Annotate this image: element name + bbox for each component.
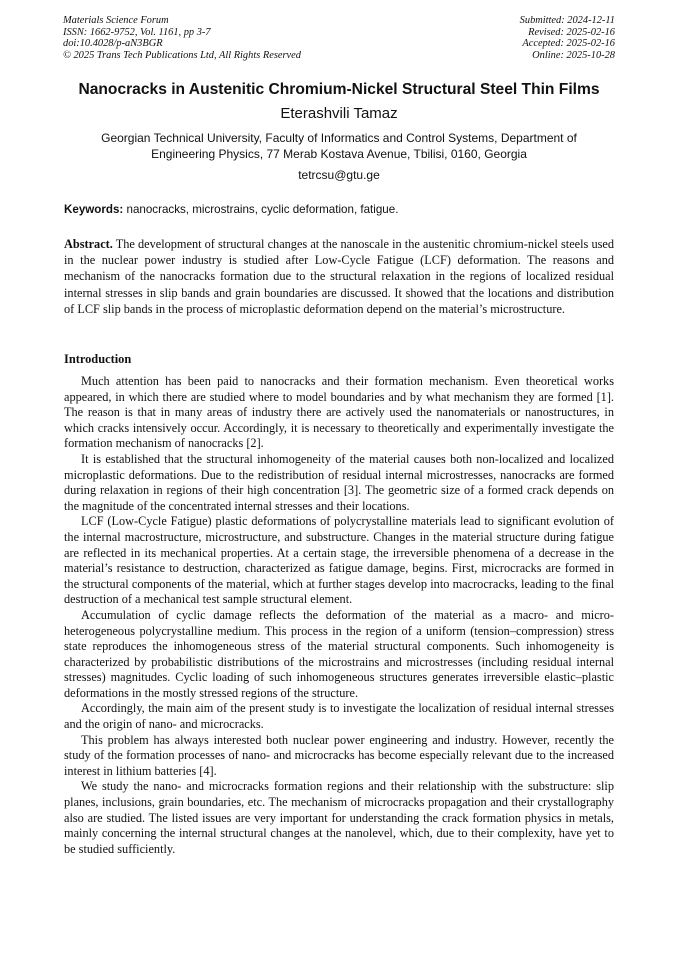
paragraph: Accordingly, the main aim of the present study is to investigate the localization of residual internal stresses and the origin of nano- and microcracks. bbox=[64, 701, 614, 732]
abstract-text: The development of structural changes at the nanoscale in the austenitic chromium-nickel steels used in the nuclear power industry is studied after Low-Cycle Fatigue (LCF) deformation. The reasons and mechanism of the nanocracks formation due to the structural relaxation in the regions of localized residual internal stresses in slip bands and grain boundaries are discussed. It showed that the locations and distribution of LCF slip bands in the process of microplastic deformation depend on the material’s microstructure. bbox=[64, 237, 614, 316]
paragraph: We study the nano- and microcracks formation regions and their relationship with the substructure: slip planes, inclusions, grain boundaries, etc. The mechanism of microcracks propagation and their crystallography also are studied. The listed issues are very important for understanding the crack formation physics in metals, mainly concerning the internal structural changes at the nanolevel, which, due to their complexity, have yet to be studied sufficiently. bbox=[64, 779, 614, 856]
accepted-date: Accepted: 2025-02-16 bbox=[522, 38, 615, 50]
issn-volume: ISSN: 1662-9752, Vol. 1161, pp 3-7 bbox=[63, 26, 211, 38]
abstract-label: Abstract. bbox=[64, 237, 113, 251]
author-name: Eterashvili Tamaz bbox=[280, 105, 398, 122]
paragraph: Much attention has been paid to nanocracks and their formation mechanism. Even theoretical works appeared, in which there are studied where to model boundaries and by what mechanism they are formed [1]. The reason is that in many areas of industry there are actively used the nanomaterials or nanostructures, in which cracks intensively occur. Accordingly, it is necessary to theoretically and experimentally investigate the formation mechanism of nanocracks [2]. bbox=[64, 374, 614, 451]
paper-title: Nanocracks in Austenitic Chromium-Nickel Structural Steel Thin Films bbox=[78, 81, 600, 98]
paragraph: LCF (Low-Cycle Fatigue) plastic deformations of polycrystalline materials lead to significant evolution of the internal macrostructure, microstructure, and substructure. Changes in the material structure during fatigue are reflected in its mechanical properties. At a certain stage, the irreversible phenomena of a decrease in the material’s resistance to destruction, characterized as fatigue damage, begins. First, microcracks are formed in the structural components of the material, which at further stages develop into macrocracks, leading to the final destruction of a mechanical test sample structural element. bbox=[64, 514, 614, 607]
journal-name: Materials Science Forum bbox=[63, 15, 169, 26]
copyright: © 2025 Trans Tech Publications Ltd, All Rights Reserved bbox=[63, 49, 301, 61]
introduction-body bbox=[64, 374, 614, 857]
paragraph: Accumulation of cyclic damage reflects the deformation of the material as a macro- and micro-heterogeneous polycrystalline medium. This process in the region of a uniform (tension–compression) stress state reproduces the inhomogeneous stress of the material structural components. Such inhomogeneity is characterized by probabilistic distributions of the microstrains and microstresses (including residual internal stresses) magnitudes. Cyclic loading of such inhomogeneous structures generates irreversible elastic–plastic deformations in the mostly stressed regions of the structure. bbox=[64, 607, 614, 700]
doi: doi:10.4028/p-aN3BGR bbox=[63, 38, 163, 50]
keywords bbox=[64, 202, 616, 218]
abstract bbox=[64, 236, 614, 317]
journal-info bbox=[63, 15, 301, 61]
paragraph: It is established that the structural inhomogeneity of the material causes both non-localized and localized microplastic deformations. Due to the redistribution of residual internal microstresses, nanocracks are formed during relaxation in regions of their high concentration [3]. The geometric size of a formed crack depends on the magnitude of the concentrated internal stresses and their locations. bbox=[64, 451, 614, 513]
keywords-label: Keywords: bbox=[64, 203, 124, 216]
submitted-date: Submitted: 2024-12-11 bbox=[519, 15, 615, 26]
author-email: tetrcsu@gtu.ge bbox=[298, 168, 380, 182]
publication-dates bbox=[520, 15, 615, 61]
paragraph: This problem has always interested both nuclear power engineering and industry. However, recently the study of the formation processes of nano- and microcracks has become especially relevant due to the increased interest in lithium batteries [4]. bbox=[64, 732, 614, 778]
online-date: Online: 2025-10-28 bbox=[532, 49, 615, 61]
keywords-text: nanocracks, microstrains, cyclic deformation, fatigue. bbox=[123, 203, 399, 216]
revised-date: Revised: 2025-02-16 bbox=[528, 26, 615, 38]
introduction-heading: Introduction bbox=[64, 352, 132, 366]
author-affiliation: Georgian Technical University, Faculty of Informatics and Control Systems, Department of Engineering Physics, 77 Merab Kostava Avenue, Tbilisi, 0160, Georgia bbox=[101, 131, 577, 161]
